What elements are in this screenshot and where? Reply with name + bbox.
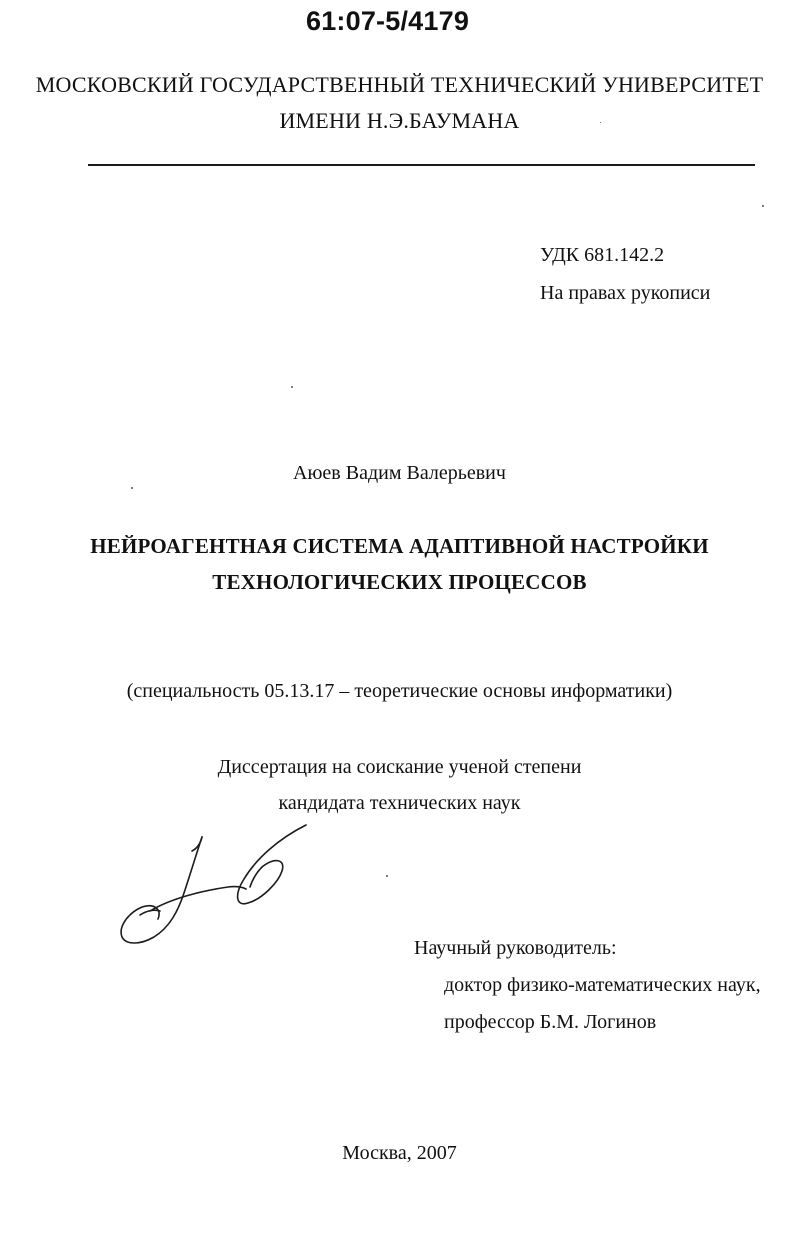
- scan-speck: [386, 875, 388, 877]
- degree-statement-line2: кандидата технических наук: [278, 792, 521, 814]
- university-name-line2: ИМЕНИ Н.Э.БАУМАНА: [279, 108, 520, 133]
- dissertation-title-line1: НЕЙРОАГЕНТНАЯ СИСТЕМА АДАПТИВНОЙ НАСТРОЙКИ: [90, 534, 709, 558]
- scan-speck: [600, 122, 601, 123]
- degree-statement-line1: Диссертация на соискание ученой степени: [217, 756, 582, 778]
- author-name: Аюев Вадим Валерьевич: [293, 462, 506, 484]
- scan-speck: [291, 386, 293, 388]
- manuscript-rights: На правах рукописи: [540, 282, 711, 304]
- supervisor-degree: доктор физико-математических наук,: [444, 974, 761, 996]
- supervisor-label: Научный руководитель:: [414, 937, 617, 959]
- supervisor-name: профессор Б.М. Логинов: [444, 1011, 657, 1033]
- place-and-year: Москва, 2007: [342, 1142, 457, 1164]
- header-divider: [88, 164, 755, 166]
- shelf-mark: 61:07-5/4179: [306, 6, 470, 36]
- scan-speck: [131, 487, 133, 489]
- specialty-line: (специальность 05.13.17 – теоретические основы информатики): [126, 680, 673, 702]
- handwritten-signature: [110, 815, 320, 955]
- scan-speck: [762, 205, 764, 207]
- dissertation-title-line2: ТЕХНОЛОГИЧЕСКИХ ПРОЦЕССОВ: [212, 570, 587, 594]
- udk-code: УДК 681.142.2: [540, 244, 665, 266]
- university-name-line1: МОСКОВСКИЙ ГОСУДАРСТВЕННЫЙ ТЕХНИЧЕСКИЙ УНИВЕРСИТЕТ: [35, 72, 764, 97]
